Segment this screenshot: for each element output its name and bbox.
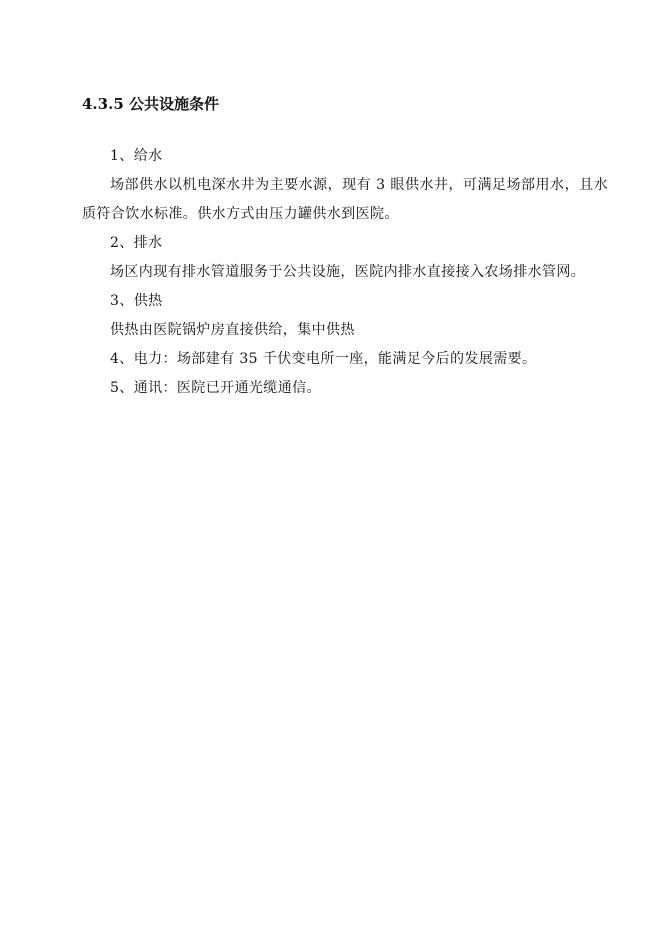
power-paragraph: 4、电力：场部建有 35 千伏变电所一座，能满足今后的发展需要。 bbox=[110, 351, 537, 367]
heating-paragraph: 供热由医院锅炉房直接供给，集中供热 bbox=[110, 322, 355, 338]
section-body bbox=[82, 142, 608, 403]
drainage-title: 2、排水 bbox=[110, 235, 163, 251]
water-supply-title: 1、给水 bbox=[110, 148, 163, 164]
communication-paragraph: 5、通讯：医院已开通光缆通信。 bbox=[110, 380, 321, 396]
drainage-paragraph: 场区内现有排水管道服务于公共设施，医院内排水直接接入农场排水管网。 bbox=[110, 264, 586, 280]
heating-title: 3、供热 bbox=[110, 293, 163, 309]
water-supply-paragraph: 场部供水以机电深水井为主要水源，现有 3 眼供水井，可满足场部用水，且水质符合饮水标准。供水方式由压力罐供水到医院。 bbox=[82, 177, 608, 222]
section-heading: 4.3.5 公共设施条件 bbox=[82, 95, 219, 113]
